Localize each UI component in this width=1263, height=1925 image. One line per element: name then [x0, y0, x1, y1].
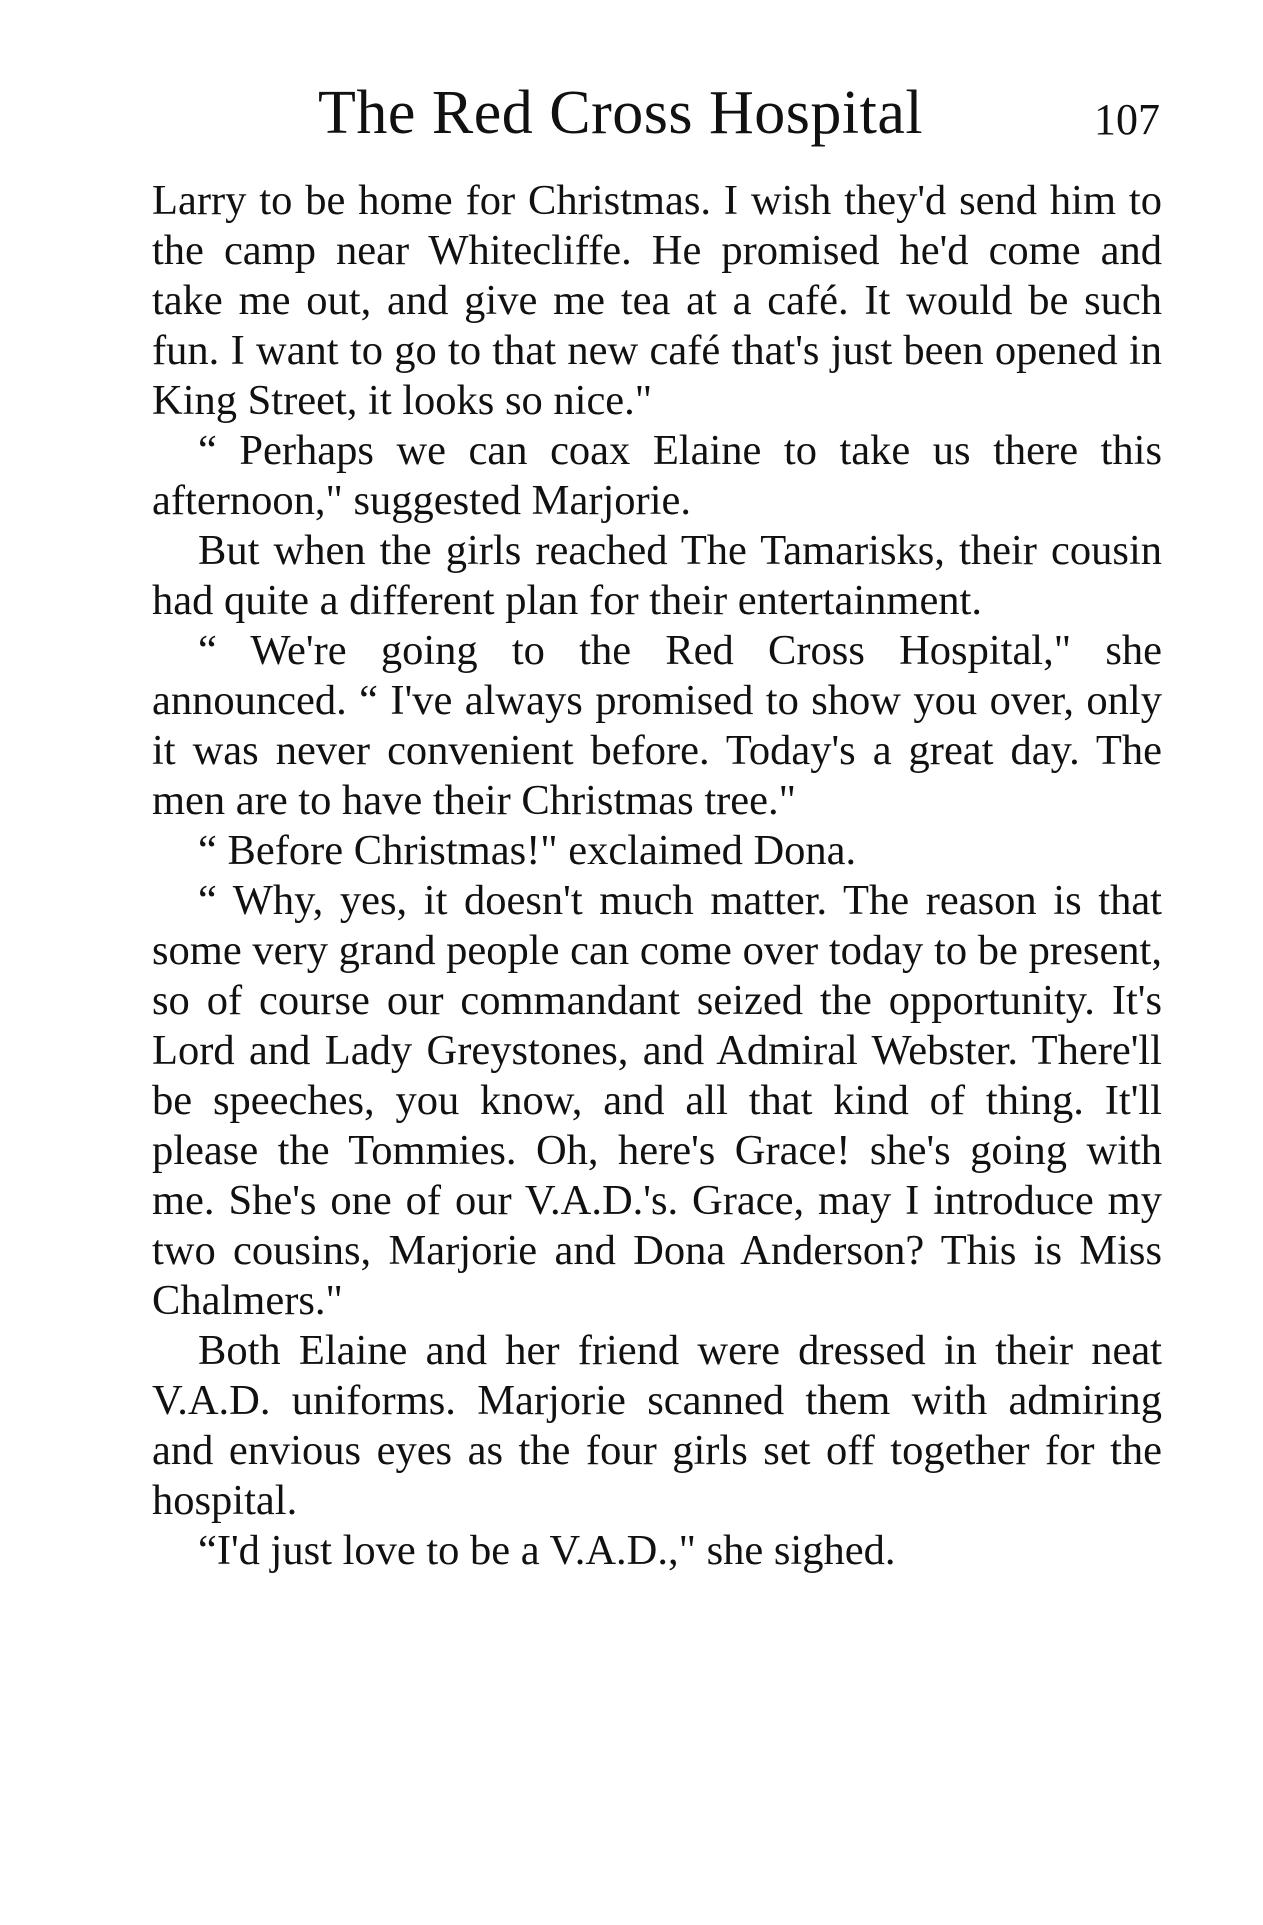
- body-text: [152, 176, 1162, 1576]
- paragraph-continued: Larry to be home for Christmas. I wish they'd send him to the camp near Whitecliffe. He promised he'd come and take me out, and give me tea at a café. It would be such fun. I want to go to that new café that's just been opened in King Street, it looks so nice.": [152, 177, 1162, 424]
- paragraph: “ We're going to the Red Cross Hospital," she announced. “ I've always promised to show you over, only it was never convenient before. Today's a great day. The men are to have their Christmas tree.": [152, 627, 1162, 824]
- page-title: The Red Cross Hospital: [318, 79, 924, 147]
- paragraph: Both Elaine and her friend were dressed in their neat V.A.D. uniforms. Marjorie scanned them with admiring and envious eyes as the four girls set off together for the hospital.: [152, 1327, 1162, 1524]
- paragraph: “ Perhaps we can coax Elaine to take us there this afternoon," suggested Marjorie.: [152, 427, 1162, 524]
- paragraph: “I'd just love to be a V.A.D.," she sighed.: [198, 1527, 896, 1574]
- paragraph: “ Before Christmas!" exclaimed Dona.: [198, 827, 857, 874]
- paragraph: But when the girls reached The Tamarisks, their cousin had quite a different plan for their entertainment.: [152, 527, 1162, 624]
- running-head: [150, 78, 1160, 148]
- page-number: 107: [1094, 95, 1160, 144]
- paragraph: “ Why, yes, it doesn't much matter. The reason is that some very grand people can come over today to be present, so of course our commandant seized the opportunity. It's Lord and Lady Greystones, and Admiral Webster. There'll be speeches, you know, and all that kind of thing. It'll please the Tommies. Oh, here's Grace! she's going with me. She's one of our V.A.D.'s. Grace, may I introduce my two cousins, Marjorie and Dona Anderson? This is Miss Chalmers.": [152, 877, 1162, 1324]
